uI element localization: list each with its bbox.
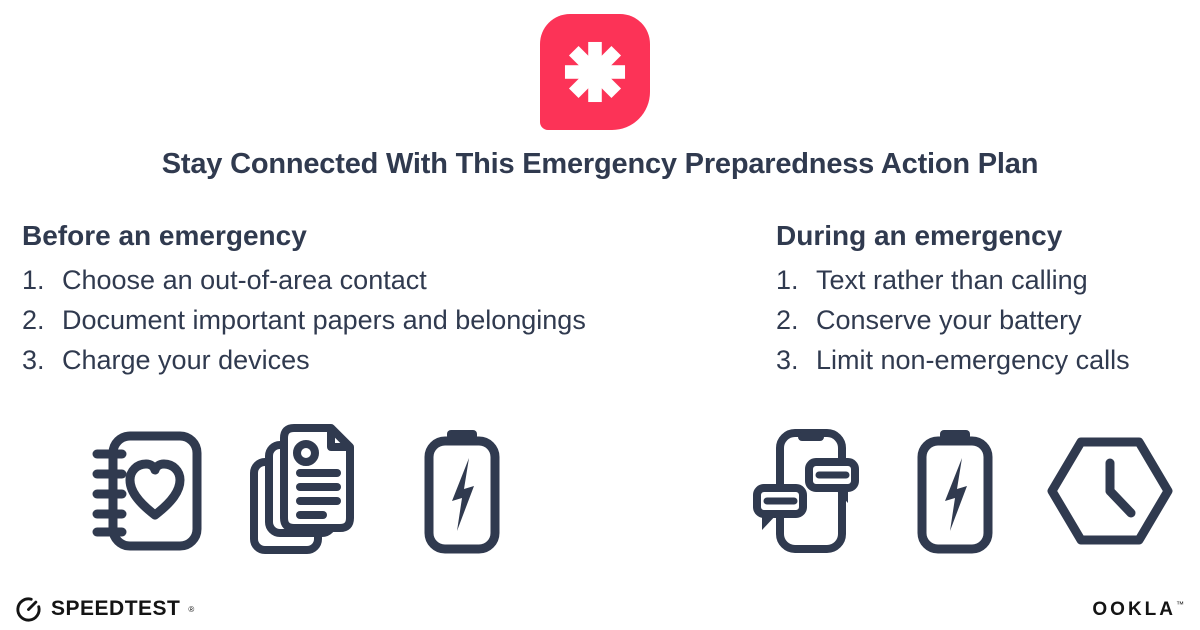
- speedtest-gauge-icon: [14, 594, 43, 623]
- before-emergency-list: [22, 260, 742, 380]
- during-emergency-list: [776, 260, 1196, 380]
- clock-icon: [1046, 434, 1174, 548]
- contact-book-heart-icon: [90, 430, 202, 552]
- medical-asterisk-icon: [564, 41, 626, 103]
- emergency-badge: [540, 14, 650, 130]
- list-item: Limit non-emergency calls: [816, 345, 1130, 375]
- list-item: Text rather than calling: [816, 265, 1088, 295]
- charged-battery-icon: [916, 428, 994, 554]
- before-emergency-heading: Before an emergency: [22, 220, 307, 251]
- speedtest-wordmark: SPEEDTEST: [51, 596, 181, 620]
- phone-text-messages-icon: [753, 428, 859, 554]
- charged-battery-icon: [423, 428, 501, 554]
- ookla-trademark: ™: [1176, 600, 1184, 609]
- during-emergency-heading: During an emergency: [776, 220, 1063, 251]
- during-emergency-section: [776, 218, 1196, 380]
- speedtest-logo: [14, 594, 194, 623]
- ookla-wordmark: OOKLA: [1092, 599, 1176, 620]
- list-item: Document important papers and belongings: [62, 305, 586, 335]
- list-item: Conserve your battery: [816, 305, 1082, 335]
- page-title: Stay Connected With This Emergency Preparedness Action Plan: [161, 148, 1039, 180]
- list-item: Choose an out-of-area contact: [62, 265, 427, 295]
- important-documents-icon: [248, 422, 356, 556]
- before-emergency-section: [22, 218, 742, 380]
- list-item: Charge your devices: [62, 345, 310, 375]
- ookla-logo: [1092, 599, 1184, 621]
- speedtest-trademark: ®: [188, 605, 195, 614]
